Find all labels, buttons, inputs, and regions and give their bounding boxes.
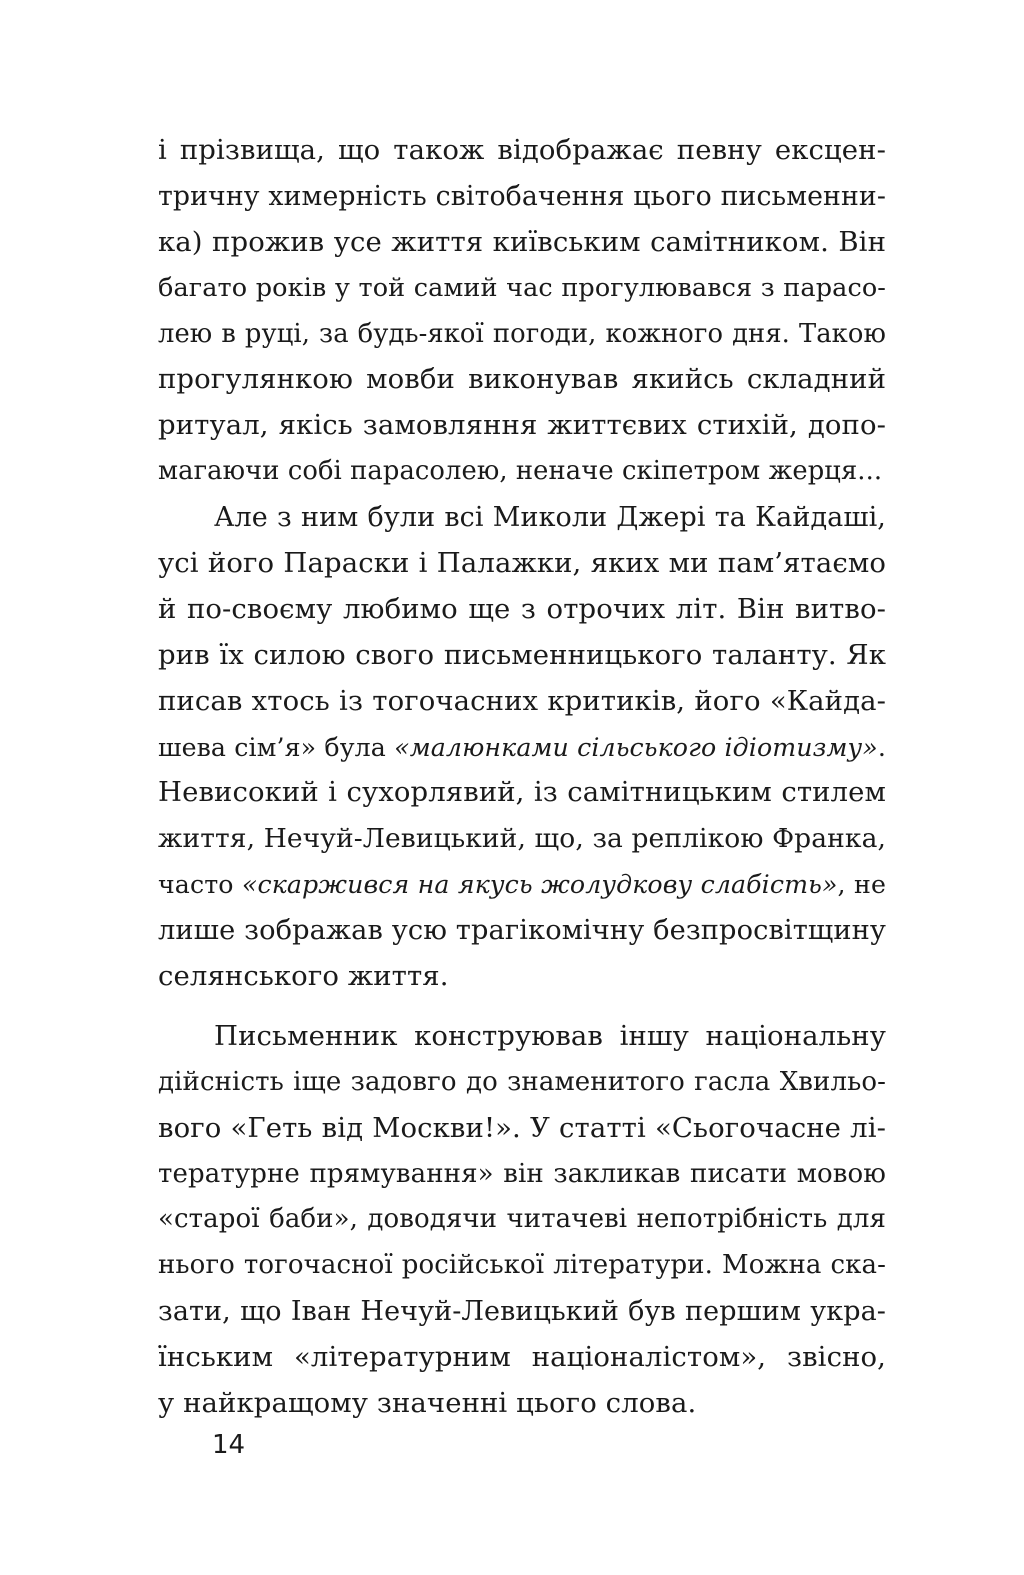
text-run: життя, Нечуй-Левицький, що, за реплікою Франка, <box>158 823 886 855</box>
text-run: лею в руці, за будь-якої погоди, кожного дня. Такою <box>158 318 886 349</box>
text-line <box>158 1381 886 1427</box>
text-line <box>158 1197 886 1243</box>
text-line <box>158 770 886 816</box>
text-run: лише зображав усю трагікомічну безпросвітщину <box>158 915 886 947</box>
text-line <box>158 1289 886 1335</box>
text-run: шева сім’я» була <box>158 732 395 762</box>
text-run: багато років у той самий час прогулювався з парасо- <box>158 272 886 303</box>
text-line <box>158 862 886 908</box>
text-line <box>158 312 886 358</box>
text-line <box>158 954 886 1000</box>
text-run: нього тогочасної російської літератури. Можна ска- <box>158 1250 886 1281</box>
text-run: й по-своєму любимо ще з отрочих літ. Він витво- <box>158 592 886 625</box>
text-run: магаючи собі парасолею, неначе скіпетром жерця... <box>158 456 883 487</box>
text-run: ка) прожив усе життя київським самітником. Він <box>158 225 886 258</box>
text-line <box>158 449 886 495</box>
text-line <box>158 1243 886 1289</box>
text-line <box>158 541 886 587</box>
text-line <box>158 1335 886 1381</box>
page-number: 14 <box>212 1430 246 1460</box>
text-line <box>158 357 886 403</box>
body-text <box>158 128 886 1427</box>
text-run: Невисокий і сухорлявий, із самітницьким стилем <box>158 776 886 809</box>
text-run: . <box>877 732 886 762</box>
text-run: зати, що Іван Нечуй-Левицький був першим укра- <box>158 1296 886 1328</box>
text-run: прогулянкою мовби виконував якийсь складний <box>158 363 886 396</box>
text-line <box>158 403 886 449</box>
text-line <box>158 1152 886 1198</box>
text-line <box>158 725 886 771</box>
text-line <box>158 1060 886 1106</box>
text-line <box>158 1106 886 1152</box>
text-run: часто <box>158 870 242 900</box>
text-line <box>158 495 886 541</box>
text-run: Письменник конструював іншу національну <box>214 1019 886 1052</box>
text-line <box>158 266 886 312</box>
text-run: у найкращому значенні цього слова. <box>158 1387 697 1420</box>
text-line <box>158 633 886 679</box>
text-run: селянського життя. <box>158 960 449 993</box>
text-run: тературне прямування» він закликав писати мовою <box>158 1158 886 1189</box>
text-run: тричну химерність світобачення цього письменни- <box>158 180 886 212</box>
paragraph <box>158 1014 886 1427</box>
text-run: , не <box>837 870 886 900</box>
paragraph-gap <box>158 1000 886 1014</box>
text-line <box>158 174 886 220</box>
text-line <box>158 587 886 633</box>
text-run: писав хтось із тогочасних критиків, його «Кайда- <box>158 684 886 717</box>
text-run: вого «Геть від Москви!». У статті «Сьогочасне лі- <box>158 1111 886 1144</box>
italic-quote: «скаржився на якусь жолудкову слабість» <box>241 870 838 900</box>
text-run: дійсність іще задовго до знаменитого гасла Хвильо- <box>158 1066 886 1097</box>
text-line <box>158 816 886 862</box>
text-line <box>158 128 886 174</box>
text-line <box>158 679 886 725</box>
text-line <box>158 220 886 266</box>
text-line <box>158 1014 886 1060</box>
text-run: ритуал, якісь замовляння життєвих стихій, допо- <box>158 409 886 442</box>
text-run: Але з ним були всі Миколи Джері та Кайдаші, <box>214 502 886 534</box>
text-line <box>158 908 886 954</box>
text-run: усі його Параски і Палажки, яких ми пам’ятаємо <box>158 547 886 580</box>
paragraph <box>158 495 886 1000</box>
text-run: їнським «літературним націоналістом», звісно, <box>158 1341 886 1374</box>
text-run: і прізвища, що також відображає певну ексцен- <box>158 134 886 166</box>
text-run: «старої баби», доводячи читачеві непотрібність для <box>158 1204 886 1235</box>
text-run: рив їх силою свого письменницького таланту. Як <box>158 638 886 671</box>
paragraph <box>158 128 886 495</box>
italic-quote: «малюнками сільського ідіотизму» <box>394 732 878 762</box>
